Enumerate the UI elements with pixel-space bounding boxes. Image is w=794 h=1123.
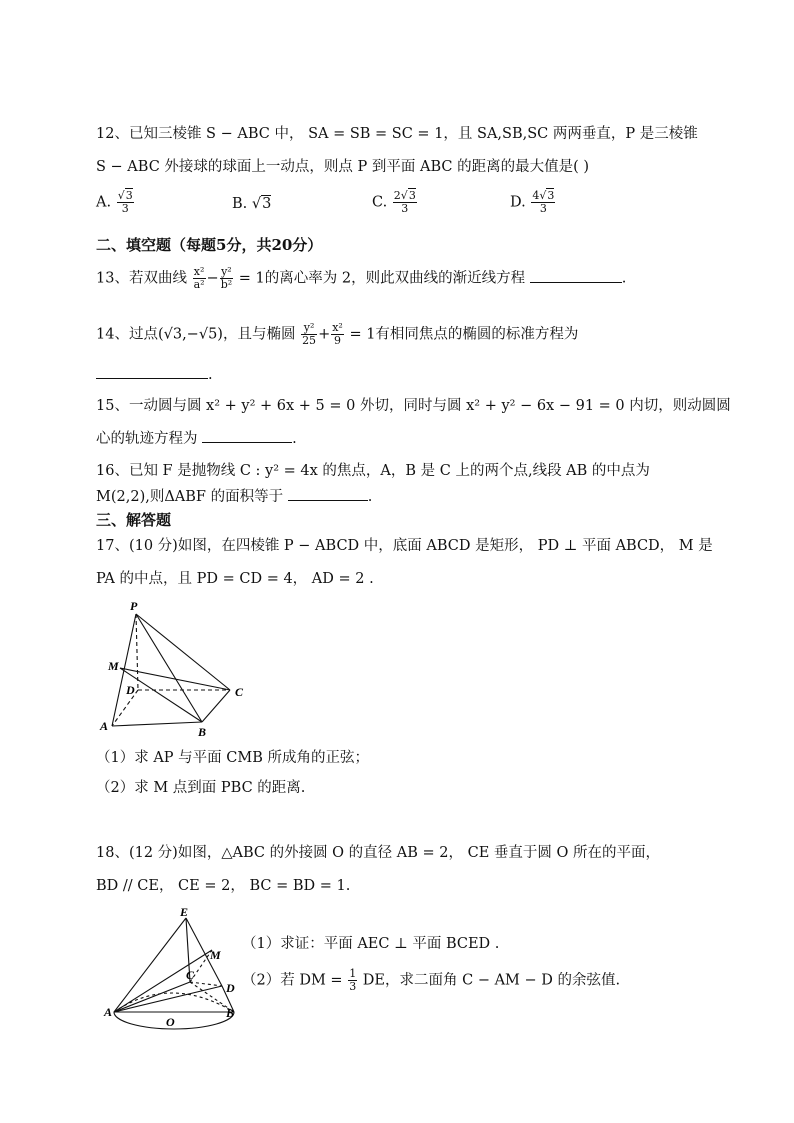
- label-m: M: [210, 948, 221, 962]
- q14-answer-line: .: [96, 364, 213, 385]
- q17-line2: PA 的中点，且 PD = CD = 4， AD = 2 .: [96, 571, 374, 587]
- q17-sub2: （2）求 M 点到面 PBC 的距离.: [96, 780, 306, 796]
- q14-line: 14、过点(√3,−√5)，且与椭圆 $\frac{\text{y²}}{25}$ + $\frac{\text{x²}}{9}$ = 1有相同焦点的椭圆的标准方程为: [96, 321, 579, 347]
- q12-line2: S − ABC 外接球的球面上一动点，则点 P 到平面 ABC 的距离的最大值是( ): [96, 159, 590, 175]
- q15-line1: 15、一动圆与圆 x² + y² + 6x + 5 = 0 外切，同时与圆 x² + y² − 6x − 91 = 0 内切，则动圆圆: [96, 398, 731, 414]
- q17-sub1: （1）求 AP 与平面 CMB 所成角的正弦；: [96, 750, 369, 766]
- label-c: C: [186, 968, 195, 982]
- label-d: D: [226, 981, 235, 995]
- answer-blank[interactable]: [530, 268, 622, 283]
- q12-choice-a: A. $\frac{√3}{3}$: [96, 189, 133, 215]
- answer-blank[interactable]: [96, 364, 208, 379]
- label-b: B: [226, 1006, 235, 1020]
- label-a: A: [104, 1005, 113, 1019]
- label-p: P: [130, 599, 138, 613]
- label-m: M: [108, 659, 119, 673]
- q12-line1: 12、已知三棱锥 S − ABC 中， SA = SB = SC = 1，且 SA,SB,SC 两两垂直，P 是三棱锥: [96, 126, 698, 142]
- q12-choice-b: B. √3: [232, 196, 272, 212]
- sphere-figure: [100, 904, 240, 1034]
- label-d: D: [126, 683, 135, 697]
- q12-choice-c: C. $\frac{2√3}{3}$: [372, 189, 416, 215]
- label-a: A: [100, 719, 109, 733]
- label-c: C: [235, 685, 244, 699]
- answer-blank[interactable]: [288, 486, 368, 501]
- q18-line1: 18、(12 分)如图，△ABC 的外接圆 O 的直径 AB = 2， CE 垂直于圆 O 所在的平面，: [96, 845, 661, 861]
- q18-sub1: （1）求证：平面 AEC ⊥ 平面 BCED .: [242, 936, 500, 952]
- label-e: E: [180, 905, 189, 919]
- q17-line1: 17、(10 分)如图，在四棱锥 P − ABCD 中，底面 ABCD 是矩形， PD ⊥ 平面 ABCD， M 是: [96, 538, 713, 554]
- section-3-heading: 三、解答题: [96, 511, 172, 529]
- pyramid-figure: [94, 598, 264, 738]
- label-o: O: [166, 1015, 175, 1029]
- q16-line1: 16、已知 F 是抛物线 C : y² = 4x 的焦点，A，B 是 C 上的两个点,线段 AB 的中点为: [96, 463, 650, 479]
- q18-line2: BD // CE， CE = 2， BC = BD = 1.: [96, 878, 351, 894]
- answer-blank[interactable]: [202, 428, 292, 443]
- q13-line: 13、若双曲线 $\frac{\text{x²}}{\text{a²}}$ − $\frac{\text{y²}}{\text{b²}}$ = 1的离心率为 2，则此双曲线的渐近线方程 .: [96, 265, 627, 291]
- q12-choice-d: D. $\frac{4√3}{3}$: [510, 189, 555, 215]
- label-b: B: [198, 725, 207, 738]
- q16-line2: M(2,2),则ΔABF 的面积等于 .: [96, 486, 372, 507]
- q15-line2: 心的轨迹方程为 .: [96, 428, 297, 449]
- section-2-heading: 二、填空题（每题5分，共20分）: [96, 236, 323, 254]
- q18-sub2: （2）若 DM = $\frac{1}{3}$ DE，求二面角 C − AM − D 的余弦值.: [242, 967, 621, 993]
